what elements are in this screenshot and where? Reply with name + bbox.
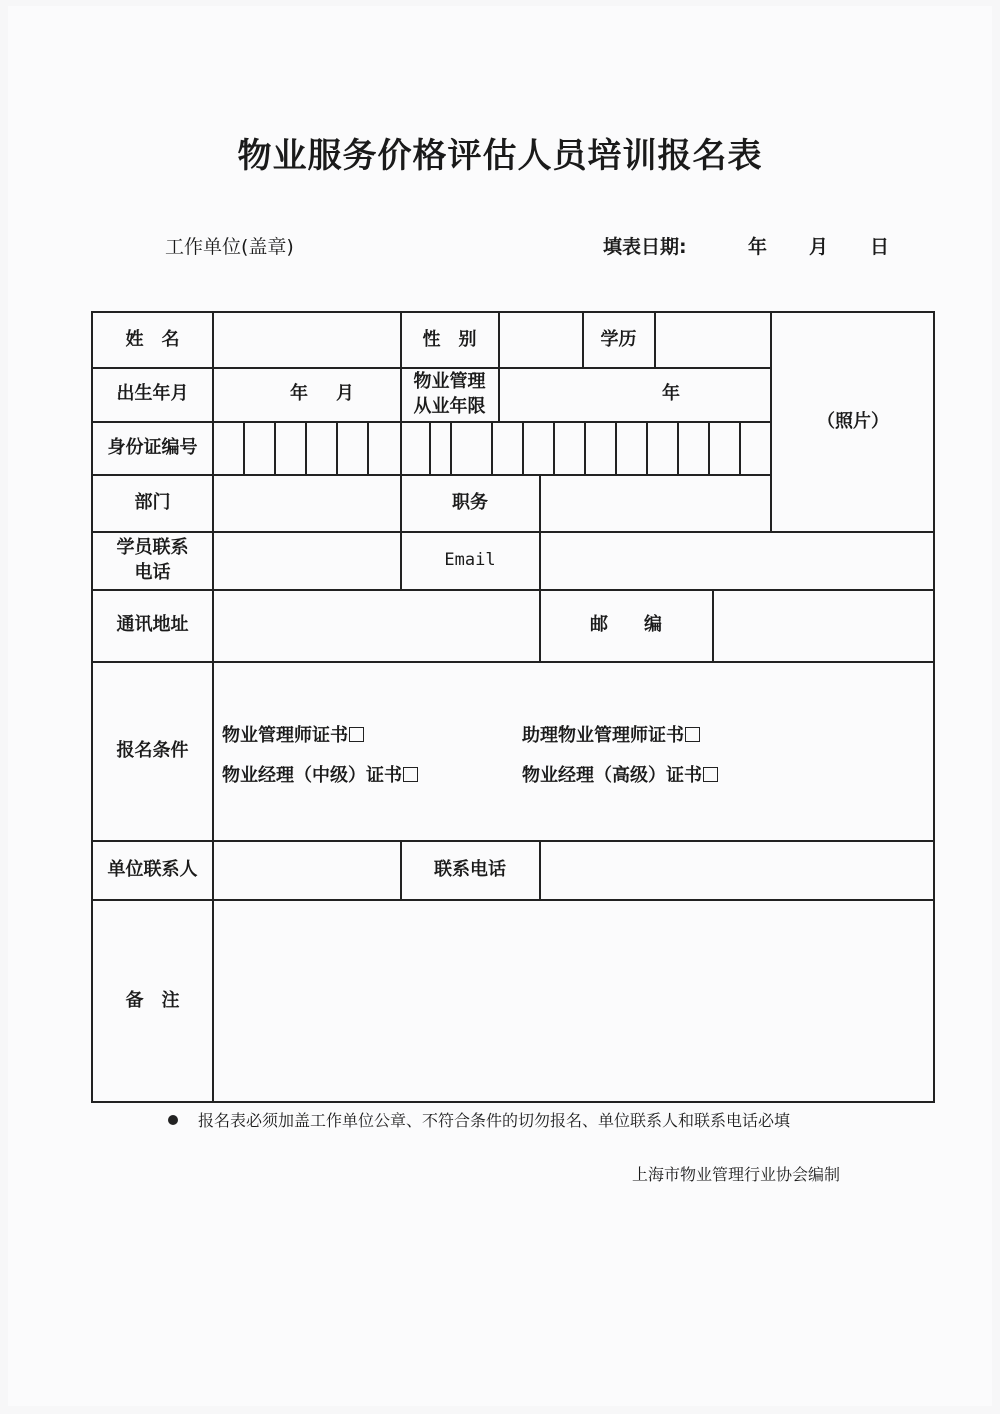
education-label: 学历: [600, 328, 637, 350]
education-field[interactable]: [655, 313, 770, 367]
experience-label: [401, 368, 498, 421]
department-label: 部门: [134, 491, 171, 513]
student-phone-field[interactable]: [213, 532, 400, 589]
condition-option-2[interactable]: [522, 721, 700, 747]
condition-option-1[interactable]: [222, 721, 364, 747]
contact-person-label: 单位联系人: [107, 858, 198, 880]
condition-option-3-label: 物业经理（中级）证书: [222, 765, 402, 786]
condition-option-4[interactable]: [522, 761, 718, 787]
postcode-field[interactable]: [713, 590, 935, 661]
gender-label: 性 别: [422, 328, 477, 350]
remarks-label: 备 注: [125, 990, 180, 1012]
condition-option-3[interactable]: [222, 761, 418, 787]
address-label: 通讯地址: [116, 614, 189, 636]
address-field[interactable]: [213, 590, 539, 661]
experience-label-line2: 从业年限: [413, 395, 486, 417]
conditions-label: 报名条件: [116, 739, 189, 761]
fill-date-day: 日: [870, 236, 890, 258]
student-phone-label-line1: 学员联系: [116, 537, 189, 559]
compiler-footer: 上海市物业管理行业协会编制: [632, 1165, 841, 1184]
condition-option-4-label: 物业经理（高级）证书: [522, 765, 702, 786]
postcode-label: 邮 编: [590, 614, 662, 636]
position-field[interactable]: [540, 475, 770, 531]
experience-label-line1: 物业管理: [413, 371, 486, 393]
bullet-icon: [168, 1115, 178, 1125]
position-label: 职务: [452, 491, 488, 513]
student-phone-label: [93, 532, 212, 589]
contact-person-field[interactable]: [213, 841, 400, 899]
birth-year-unit: 年: [290, 383, 308, 405]
contact-phone-label: 联系电话: [434, 858, 506, 880]
work-unit-label: 工作单位(盖章): [165, 236, 294, 258]
fill-date-label: 填表日期:: [603, 236, 687, 258]
form-note: [168, 1108, 790, 1131]
form-note-text: 报名表必须加盖工作单位公章、不符合条件的切勿报名、单位联系人和联系电话必填: [198, 1111, 791, 1130]
email-field[interactable]: [540, 532, 935, 589]
email-label: Email: [444, 550, 496, 571]
student-phone-label-line2: 电话: [134, 561, 171, 583]
birth-month-unit: 月: [336, 383, 354, 405]
checkbox-icon[interactable]: [403, 767, 418, 782]
contact-phone-field[interactable]: [540, 841, 935, 899]
gender-field[interactable]: [499, 313, 582, 367]
checkbox-icon[interactable]: [703, 767, 718, 782]
remarks-field[interactable]: [213, 900, 935, 1103]
condition-option-2-label: 助理物业管理师证书: [522, 725, 684, 746]
condition-option-1-label: 物业管理师证书: [222, 725, 348, 746]
experience-year-unit: 年: [662, 383, 680, 405]
fill-date-year: 年: [748, 236, 768, 258]
checkbox-icon[interactable]: [349, 727, 364, 742]
id-number-label: 身份证编号: [107, 436, 198, 458]
registration-form-table: [91, 311, 935, 1103]
name-label: 姓 名: [125, 328, 180, 350]
fill-date-month: 月: [809, 236, 829, 258]
checkbox-icon[interactable]: [685, 727, 700, 742]
name-field[interactable]: [213, 313, 400, 367]
page-title: 物业服务价格评估人员培训报名表: [237, 136, 763, 176]
photo-box: （照片）: [817, 410, 889, 432]
birth-label: 出生年月: [116, 383, 189, 405]
department-field[interactable]: [213, 475, 400, 531]
